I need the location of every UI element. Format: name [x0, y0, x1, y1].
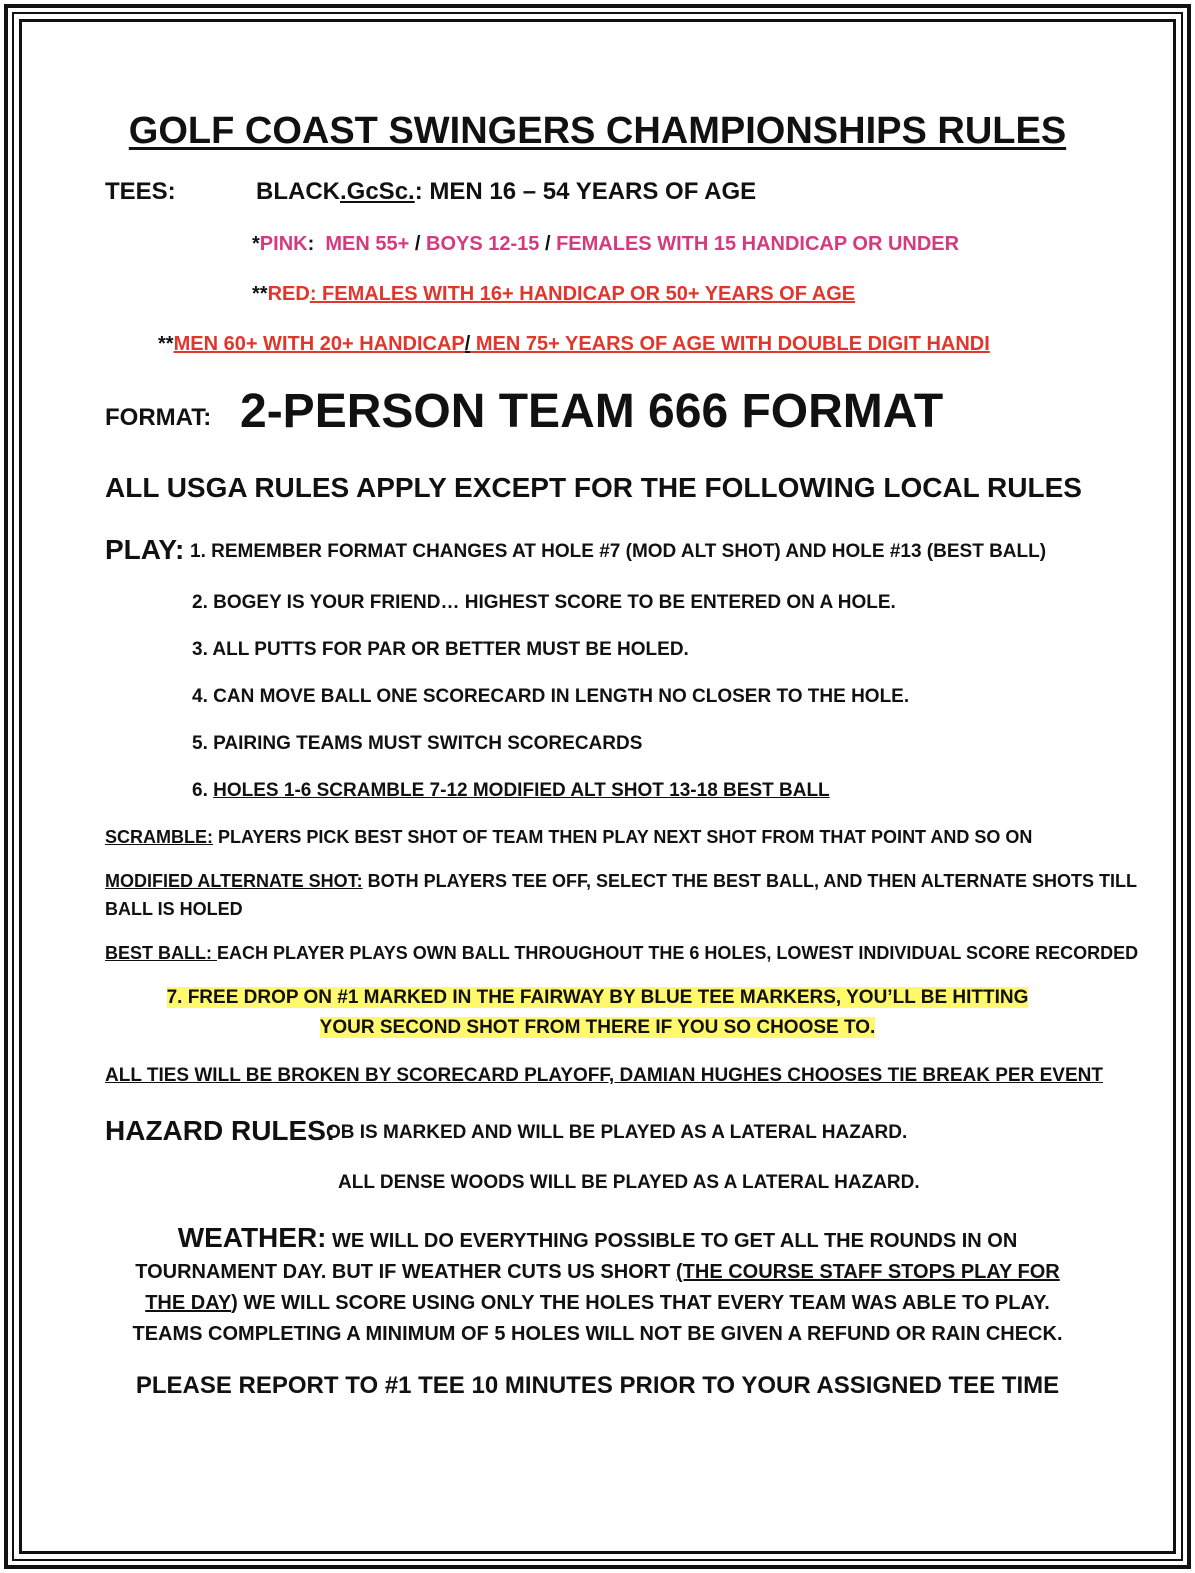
play-rule-4: 4. CAN MOVE BALL ONE SCORECARD IN LENGTH NO CLOSER TO THE HOLE. — [192, 686, 910, 707]
play-label: PLAY: — [105, 534, 185, 565]
play-rule-5: 5. PAIRING TEAMS MUST SWITCH SCORECARDS — [192, 733, 643, 754]
free-drop-line-2: YOUR SECOND SHOT FROM THERE IF YOU SO CHOOSE TO. — [319, 1017, 876, 1038]
tee-red: **RED: FEMALES WITH 16+ HANDICAP OR 50+ YEARS OF AGE — [252, 283, 856, 305]
ties-rule: ALL TIES WILL BE BROKEN BY SCORECARD PLAYOFF, DAMIAN HUGHES CHOOSES TIE BREAK PER EVENT — [105, 1065, 1103, 1086]
play-rule-1: 1. REMEMBER FORMAT CHANGES AT HOLE #7 (MOD ALT SHOT) AND HOLE #13 (BEST BALL) — [190, 541, 1047, 562]
report-notice: PLEASE REPORT TO #1 TEE 10 MINUTES PRIOR TO YOUR ASSIGNED TEE TIME — [135, 1372, 1060, 1399]
play-rule-3: 3. ALL PUTTS FOR PAR OR BETTER MUST BE HOLED. — [192, 639, 689, 660]
mod-alt-shot-definition-cont: BALL IS HOLED — [105, 899, 243, 919]
format-label: FORMAT: — [105, 404, 212, 431]
tee-black: BLACK.GcSc.: MEN 16 – 54 YEARS OF AGE — [256, 178, 757, 205]
format-value: 2-PERSON TEAM 666 FORMAT — [240, 385, 944, 438]
tee-pink: *PINK: MEN 55+ / BOYS 12-15 / FEMALES WITH 15 HANDICAP OR UNDER — [252, 233, 960, 255]
free-drop-line-1: 7. FREE DROP ON #1 MARKED IN THE FAIRWAY BY BLUE TEE MARKERS, YOU’LL BE HITTING — [166, 987, 1029, 1008]
page-title: GOLF COAST SWINGERS CHAMPIONSHIPS RULES — [128, 110, 1067, 152]
best-ball-definition: BEST BALL: EACH PLAYER PLAYS OWN BALL THROUGHOUT THE 6 HOLES, LOWEST INDIVIDUAL SCORE RECORDED — [105, 943, 1139, 963]
tees-label: TEES: — [105, 178, 176, 205]
mod-alt-shot-definition: MODIFIED ALTERNATE SHOT: BOTH PLAYERS TEE OFF, SELECT THE BEST BALL, AND THEN ALTERNATE SHOTS TILL — [105, 871, 1138, 891]
usga-rules-heading: ALL USGA RULES APPLY EXCEPT FOR THE FOLLOWING LOCAL RULES — [105, 472, 1082, 503]
hazard-rule-2: ALL DENSE WOODS WILL BE PLAYED AS A LATERAL HAZARD. — [338, 1172, 920, 1193]
play-rule-6: 6. HOLES 1-6 SCRAMBLE 7-12 MODIFIED ALT SHOT 13-18 BEST BALL — [192, 780, 830, 801]
scramble-definition: SCRAMBLE: PLAYERS PICK BEST SHOT OF TEAM THEN PLAY NEXT SHOT FROM THAT POINT AND SO ON — [105, 827, 1033, 847]
weather-paragraph: WEATHER: WE WILL DO EVERYTHING POSSIBLE TO GET ALL THE ROUNDS IN ON TOURNAMENT DAY. BUT IF WEATHER CUTS US SHORT (THE COURSE STAFF STOPS PLAY FOR THE DAY) WE WILL SCORE USING ONLY THE HOLES THAT EVERY TEAM WAS ABLE TO PLAY. TEAMS COMPLETING A MINIMUM OF 5 HOLES WILL NOT BE GIVEN A REFUND OR RAIN CHECK. — [132, 1222, 1063, 1345]
hazard-label: HAZARD RULES: — [105, 1115, 336, 1146]
hazard-rule-1: OB IS MARKED AND WILL BE PLAYED AS A LATERAL HAZARD. — [326, 1122, 908, 1143]
play-rule-2: 2. BOGEY IS YOUR FRIEND… HIGHEST SCORE TO BE ENTERED ON A HOLE. — [192, 592, 896, 613]
tee-men-senior: **MEN 60+ WITH 20+ HANDICAP/ MEN 75+ YEARS OF AGE WITH DOUBLE DIGIT HANDI — [158, 333, 990, 355]
